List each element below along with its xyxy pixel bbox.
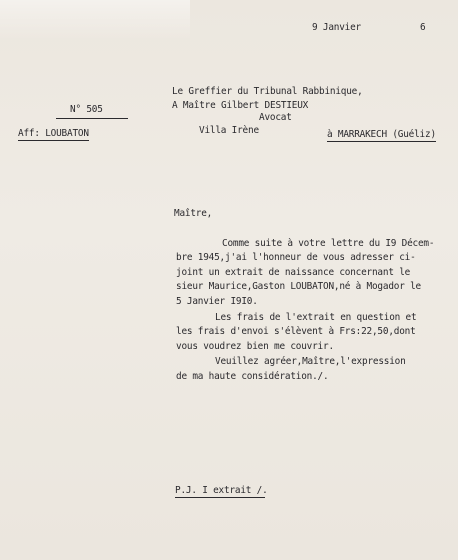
body-line: sieur Maurice,Gaston LOUBATON,né à Mogador le bbox=[176, 281, 421, 292]
reference-number: N° 505 bbox=[70, 104, 103, 115]
body-line: de ma haute considération./. bbox=[176, 371, 329, 382]
body-line: vous voudrez bien me couvrir. bbox=[176, 341, 334, 352]
enclosure-note: P.J. I extrait /. bbox=[175, 485, 268, 496]
body-line: bre 1945,j'ai l'honneur de vous adresser ci- bbox=[176, 252, 416, 263]
recipient-line-1: Le Greffier du Tribunal Rabbinique, bbox=[172, 86, 363, 97]
salutation: Maître, bbox=[174, 208, 213, 219]
reference-underline bbox=[56, 118, 128, 119]
location-line: à MARRAKECH (Guéliz) bbox=[327, 129, 436, 140]
recipient-line-3: Avocat bbox=[259, 112, 292, 123]
recipient-line-4: Villa Irène bbox=[199, 125, 259, 136]
letter-date: 9 Janvier bbox=[312, 22, 361, 33]
enclosure-underline bbox=[175, 497, 265, 498]
paper-fold-shading bbox=[0, 0, 190, 40]
body-line: 5 Janvier I9I0. bbox=[176, 296, 258, 307]
body-line: les frais d'envoi s'élèvent à Frs:22,50,dont bbox=[176, 326, 416, 337]
body-line: Comme suite à votre lettre du I9 Décem- bbox=[222, 238, 435, 249]
affair-label: Aff: LOUBATON bbox=[18, 128, 89, 139]
recipient-line-2: A Maître Gilbert DESTIEUX bbox=[172, 100, 309, 111]
page-number: 6 bbox=[420, 22, 426, 33]
body-line: Les frais de l'extrait en question et bbox=[215, 312, 417, 323]
body-line: joint un extrait de naissance concernant le bbox=[176, 267, 411, 278]
body-line: Veuillez agréer,Maître,l'expression bbox=[215, 356, 406, 367]
